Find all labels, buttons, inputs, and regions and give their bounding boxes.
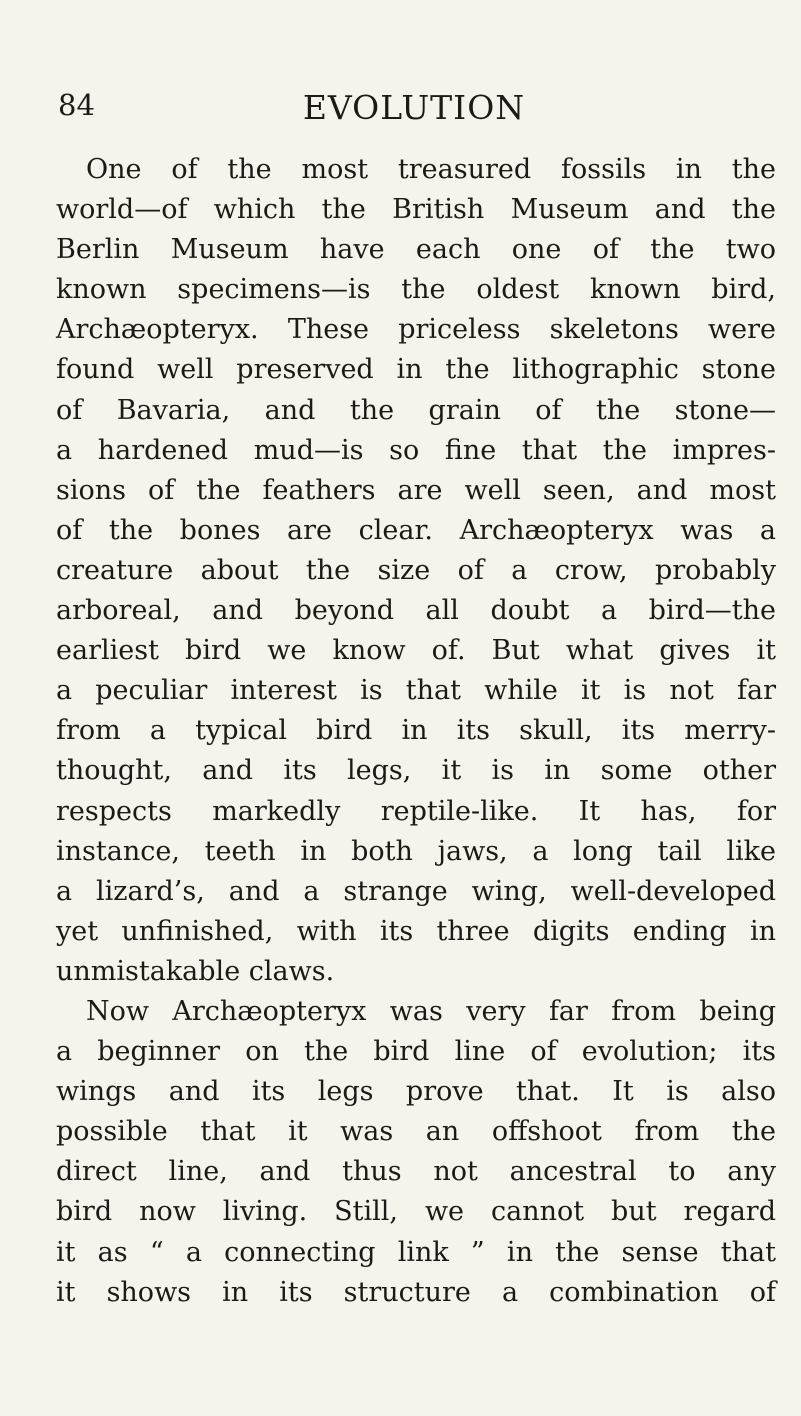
text-line: thought, and its legs, it is in some other (56, 755, 776, 787)
text-line: Archæopteryx. These priceless skeletons were (56, 314, 776, 346)
running-title: EVOLUTION (302, 88, 526, 127)
text-line: it shows in its structure a combination of (56, 1276, 776, 1308)
text-line: respects markedly reptile-like. It has, for (56, 795, 776, 827)
text-line: a lizard’s, and a strange wing, well-developed (56, 875, 776, 907)
text-line: of the bones are clear. Archæopteryx was a (56, 514, 776, 546)
text-line: a beginner on the bird line of evolution; its (56, 1036, 776, 1068)
paragraph (56, 150, 776, 992)
text-line: unmistakable claws. (56, 955, 335, 987)
text-line: sions of the feathers are well seen, and most (56, 474, 776, 506)
text-line: arboreal, and beyond all doubt a bird—the (56, 595, 776, 627)
text-line: possible that it was an offshoot from the (56, 1116, 776, 1148)
running-head (58, 82, 770, 132)
text-line: yet unfinished, with its three digits ending in (56, 915, 776, 947)
text-line: instance, teeth in both jaws, a long tail like (56, 835, 776, 867)
text-line: direct line, and thus not ancestral to any (56, 1156, 776, 1188)
text-line: a peculiar interest is that while it is not far (56, 675, 776, 707)
text-line: a hardened mud—is so fine that the impres- (56, 434, 776, 466)
text-line: earliest bird we know of. But what gives it (56, 635, 776, 667)
text-line: Now Archæopteryx was very far from being (86, 995, 776, 1027)
page-number: 84 (58, 88, 95, 122)
text-line: One of the most treasured fossils in the (86, 154, 776, 185)
text-line: creature about the size of a crow, probably (56, 554, 776, 586)
body-text (56, 150, 776, 1313)
text-line: Berlin Museum have each one of the two (56, 234, 776, 266)
text-line: it as “ a connecting link ” in the sense that (56, 1236, 776, 1268)
text-line: of Bavaria, and the grain of the stone— (56, 394, 776, 426)
text-line: found well preserved in the lithographic stone (56, 354, 776, 386)
text-line: known specimens—is the oldest known bird, (56, 274, 776, 306)
text-line: world—of which the British Museum and the (56, 194, 776, 226)
text-line: wings and its legs prove that. It is also (56, 1076, 776, 1108)
paragraph (56, 992, 776, 1313)
text-line: bird now living. Still, we cannot but regard (56, 1196, 776, 1228)
text-line: from a typical bird in its skull, its merry- (56, 715, 776, 747)
